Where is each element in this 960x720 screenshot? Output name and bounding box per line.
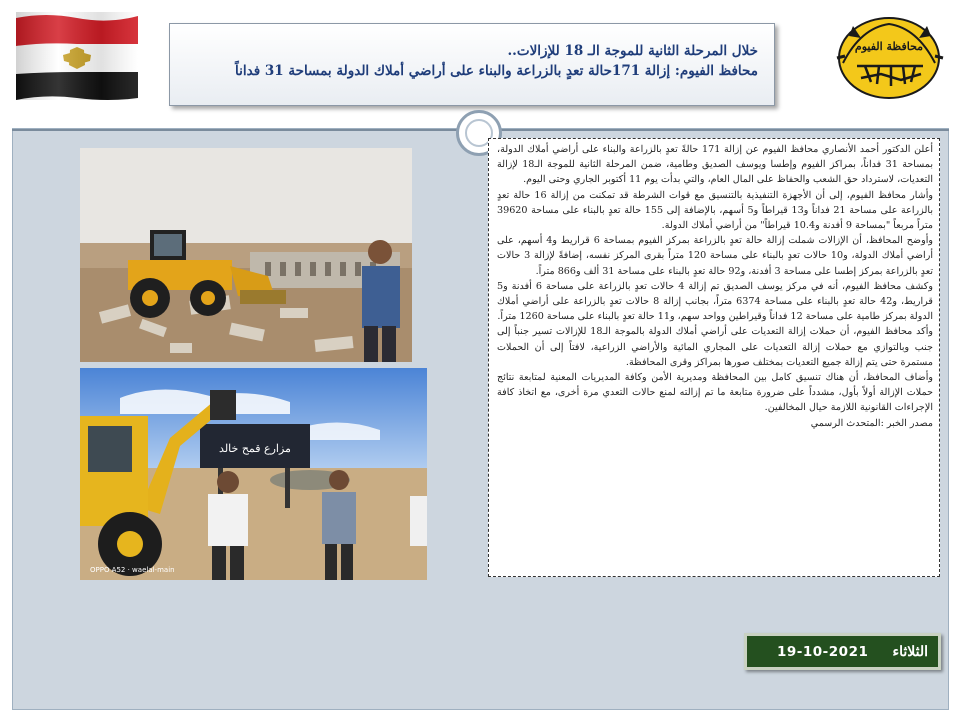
article-paragraph: أعلن الدكتور أحمد الأنصاري محافظ الفيوم عن إزالة 171 حالةً تعدٍ بالزراعة والبناء على أراضي أملاك الدولة، بمساحة 31 فداناً، بمراكز الفيوم وإطسا ويوسف الصديق وطامية، ضمن المرحلة الثانية للموجة الـ18 لإزالة التعديات، لاسترداد حق الشعب والحفاظ على المال العام، والتي بدأت يوم 11 أكتوبر الجاري وحتى اليوم.: [497, 144, 933, 186]
logo-text: محافظة الفيوم: [854, 40, 924, 53]
date-day: الثلاثاء: [892, 643, 928, 660]
headline-line-1: خلال المرحلة الثانية للموجة الـ 18 للإزالات..: [507, 43, 758, 59]
egypt-flag-icon: [16, 12, 138, 100]
fayoum-governorate-logo: [831, 8, 949, 104]
sign-banner-text: مزارع قمح خالد: [219, 442, 291, 455]
headline-line-2: محافظ الفيوم: إزالة 171حالة تعدٍ بالزراعة والبناء على أراضي أملاك الدولة بمساحة 31 فداناً: [234, 63, 758, 79]
article-paragraph: وكشف محافظ الفيوم، أنه في مركز يوسف الصديق تم إزالة 4 حالات تعدٍ بالزراعة على مساحة 6 أفدنة و5 قراريط، و42 حالة تعدٍ بالبناء على مساحة 6374 متراً، بجانب إزالة 8 حالات تعدٍ بالزراعة على أراضي أملاك الدولة بمركز طامية على مساحة 12 فداناً وقيراطين وواحد سهم، و11 حالة تعدٍ بالبناء على مساحة 1260 متراً.: [497, 280, 934, 323]
article-paragraph: وأشار محافظ الفيوم، إلى أن الأجهزة التنفيذية بالتنسيق مع قوات الشرطة قد تمكنت من إزالة 16 حالة تعدٍ بالزراعة على مساحة 21 فداناً و13 قيراطاً و5 أسهم، بالإضافة إلى 155 حالة تعدٍ بالبناء على مساحة 39620 متراً مربعاً "بمساحة 9 أفدنة و10.4 قيراطاً" من أراضي أملاك الدولة.: [497, 189, 933, 232]
article-text-box: [488, 138, 940, 577]
photo-watermark: OPPO A52 · waelal-main: [90, 566, 175, 574]
article-paragraph: وأكد محافظ الفيوم، أن حملات إزالة التعديات على أراضي أملاك الدولة بالموجة الـ18 للإزالات تسير جنباً إلى جنب وبالتوازي مع حملات إزالة التعديات على المجاري المائية والأراضي الزراعية، لافتاً إلى أن الحملات مستمرة حتى يتم إزالة جميع التعديات بمختلف صورها بمراكز وقرى المحافظة.: [497, 326, 933, 368]
headline-box: [169, 23, 775, 106]
article-source: مصدر الخبر :المتحدث الرسمي: [810, 417, 933, 429]
article-paragraph: وأضاف المحافظ، أن هناك تنسيق كامل بين المحافظة ومديرية الأمن وكافة المديريات المعنية لمتابعة نتائج حملات الإزالة أولاً بأول، مشدداً على ضرورة متابعة ما تم إزالته لمنع حالات التعدي مرة أخرى، مع اتخاذ كافة الإجراءات القانونية اللازمة حيال المخالفين.: [497, 372, 933, 414]
photo-excavator-sign-removal: [80, 368, 427, 580]
photo-loader-demolition: [80, 148, 412, 362]
article-paragraph: وأوضح المحافظ، أن الإزالات شملت إزالة حالة تعدٍ بالزراعة بمركز الفيوم بمساحة 6 قراريط و4 أسهم، على أراضي أملاك الدولة، و10 حالات تعدٍ بالبناء على مساحة 120 متراً بقرى المركز نفسه، إضافةً لإزالة 3 حالات تعدٍ بالزراعة بمركز إطسا على مساحة 3 أفدنة، و92 حالة تعدٍ بالبناء على مساحة 31 ألف و866 متراً.: [497, 235, 934, 277]
date-badge: [744, 633, 941, 670]
date-value: 19-10-2021: [777, 643, 869, 660]
